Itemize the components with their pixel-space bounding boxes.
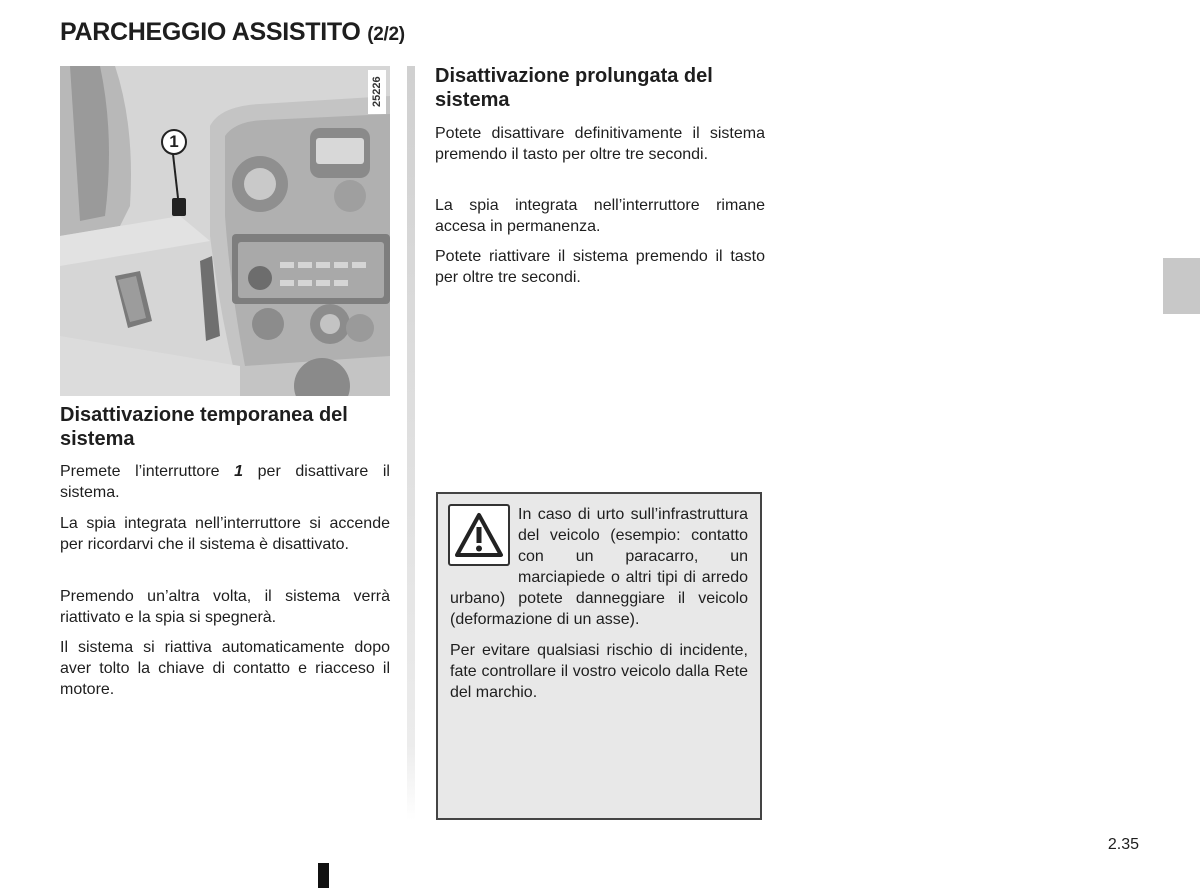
temporary-para-1-prefix: Premete l’interruttore: [60, 463, 235, 480]
warning-para-1: In caso di urto sull’infrastruttura del veicolo (esempio: contatto con un paracarro, un marciapiede o altri tipi di arredo urbano) potete danneggiare il veicolo (deformazione di un asse).: [450, 506, 748, 628]
temporary-para-1: [60, 461, 390, 503]
prolonged-deactivation-heading: Disattivazione prolungata del sistema: [435, 65, 713, 111]
page-title-part: (2/2): [367, 24, 405, 45]
warning-triangle-icon: [448, 504, 510, 566]
page-title-text: PARCHEGGIO ASSISTITO: [60, 18, 361, 46]
prolonged-para-2: La spia integrata nell’interruttore rimane accesa in permanenza.: [435, 197, 765, 235]
temporary-para-2: La spia integrata nell’interruttore si accende per ricordarvi che il sistema è disattivato.: [60, 515, 390, 553]
figure-code: 25226: [368, 70, 386, 114]
switch-reference: 1: [234, 463, 244, 480]
temporary-para-1-suffix: per disattivare il sistema.: [60, 463, 390, 501]
page-title: [60, 18, 405, 47]
temporary-para-4: Il sistema si riattiva automaticamente dopo aver tolto la chiave di contatto e riacceso il motore.: [60, 639, 390, 698]
dashboard-photo: [60, 66, 390, 396]
temporary-para-3: Premendo un’altra volta, il sistema verrà riattivato e la spia si spegnerà.: [60, 588, 390, 626]
warning-box: [436, 492, 762, 820]
temporary-deactivation-heading: Disattivazione temporanea del sistema: [60, 404, 348, 450]
callout-1: 1: [161, 129, 187, 155]
chapter-tab: [1163, 258, 1200, 314]
prolonged-para-1: Potete disattivare definitivamente il sistema premendo il tasto per oltre tre secondi.: [435, 125, 765, 163]
dashboard-illustration: [60, 66, 390, 396]
warning-para-2: Per evitare qualsiasi rischio di incidente, fate controllare il vostro veicolo dalla Rete del marchio.: [450, 642, 748, 701]
prolonged-para-3: Potete riattivare il sistema premendo il tasto per oltre tre secondi.: [435, 248, 765, 286]
page-number: 2.35: [1107, 836, 1139, 853]
column-divider: [407, 66, 415, 820]
binding-mark: [318, 863, 329, 888]
